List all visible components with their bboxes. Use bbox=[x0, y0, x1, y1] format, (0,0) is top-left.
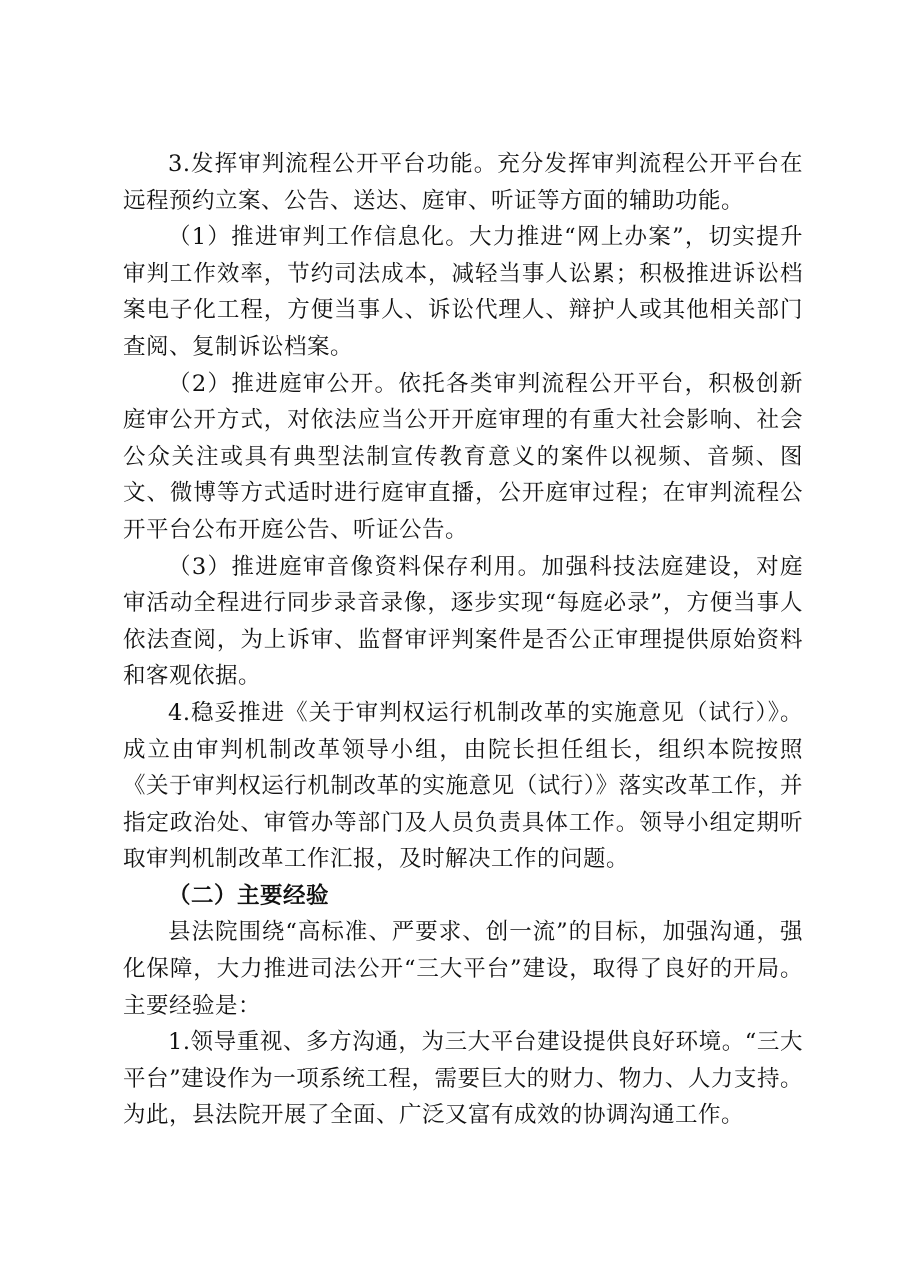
paragraph-experience-one: 1.领导重视、多方沟通，为三大平台建设提供良好环境。“三大平台”建设作为一项系统工程，需要巨大的财力、物力、人力支持。为此，县法院开展了全面、广泛又富有成效的协调沟通工作。 bbox=[123, 1029, 803, 1129]
paragraph-reform: 4.稳妥推进《关于审判权运行机制改革的实施意见（试行）》。成立由审判机制改革领导小组，由院长担任组长，组织本院按照《关于审判权运行机制改革的实施意见（试行）》落实改革工作，并指定政治处、审管办等部门及人员负责具体工作。领导小组定期听取审判机制改革工作汇报，及时解决工作的问题。 bbox=[123, 699, 803, 873]
paragraph-trial-openness: （2）推进庭审公开。依托各类审判流程公开平台，积极创新庭审公开方式，对依法应当公开开庭审理的有重大社会影响、社会公众关注或具有典型法制宣传教育意义的案件以视频、音频、图文、微博等方式适时进行庭审直播，公开庭审过程；在审判流程公开平台公布开庭公告、听证公告。 bbox=[123, 370, 803, 543]
paragraph-platform-function: 3.发挥审判流程公开平台功能。充分发挥审判流程公开平台在远程预约立案、公告、送达、庭审、听证等方面的辅助功能。 bbox=[123, 151, 803, 214]
paragraph-informatization: （1）推进审判工作信息化。大力推进“网上办案”，切实提升审判工作效率，节约司法成本，减轻当事人讼累；积极推进诉讼档案电子化工程，方便当事人、诉讼代理人、辩护人或其他相关部门查阅、复制诉讼档案。 bbox=[123, 224, 803, 360]
section-heading: （二）主要经验 bbox=[168, 882, 330, 909]
document-body bbox=[123, 146, 803, 1134]
paragraph-audio-video: （3）推进庭审音像资料保存利用。加强科技法庭建设，对庭审活动全程进行同步录音录像，逐步实现“每庭必录”，方便当事人依法查阅，为上诉审、监督审评判案件是否公正审理提供原始资料和客观依据。 bbox=[123, 553, 803, 690]
paragraph-experience-intro: 县法院围绕“高标准、严要求、创一流”的目标，加强沟通，强化保障，大力推进司法公开“三大平台”建设，取得了良好的开局。主要经验是： bbox=[123, 919, 803, 1019]
